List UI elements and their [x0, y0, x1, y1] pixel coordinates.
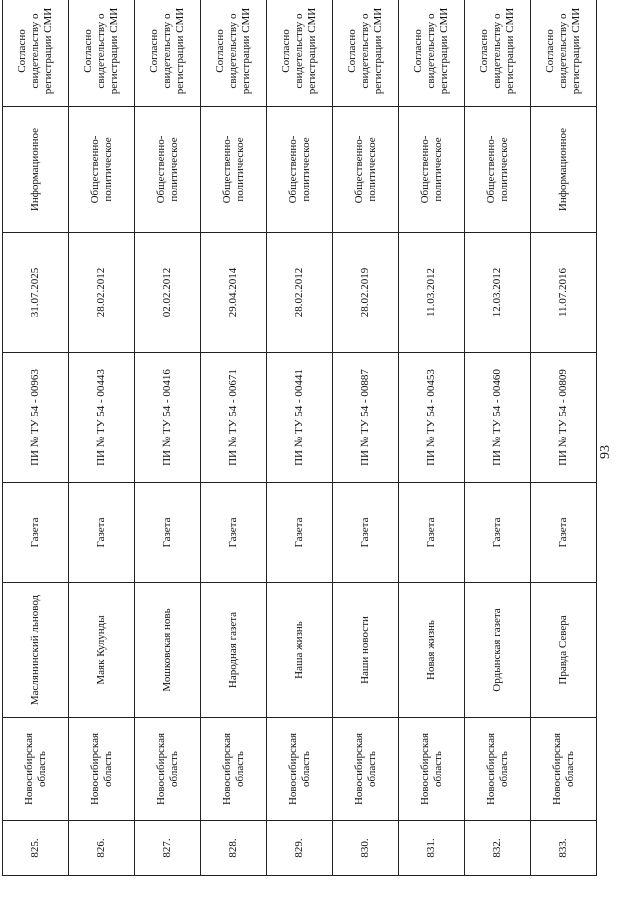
- cell-distribution-territory: Согласно свидетельству о регистрации СМИ: [465, 0, 531, 107]
- cell-specialization: Общественно-политическое: [465, 107, 531, 233]
- cell-region: Новосибирская область: [333, 718, 399, 821]
- table-row: [399, 0, 465, 876]
- cell-registration-date: 11.03.2012: [399, 233, 465, 353]
- cell-registration-date: 31.07.2025: [3, 233, 69, 353]
- cell-specialization: Общественно-политическое: [399, 107, 465, 233]
- table-row: [3, 0, 69, 876]
- cell-media-title: Народная газета: [201, 583, 267, 718]
- cell-registration-number: ПИ № ТУ 54 - 00416: [135, 353, 201, 483]
- cell-media-type: Газета: [531, 483, 597, 583]
- cell-region: Новосибирская область: [69, 718, 135, 821]
- cell-specialization: Общественно-политическое: [333, 107, 399, 233]
- cell-registration-date: 02.02.2012: [135, 233, 201, 353]
- cell-entry-number: 830.: [333, 821, 399, 876]
- cell-registration-date: 12.03.2012: [465, 233, 531, 353]
- cell-distribution-territory: Согласно свидетельству о регистрации СМИ: [267, 0, 333, 107]
- cell-distribution-territory: Согласно свидетельству о регистрации СМИ: [333, 0, 399, 107]
- table-row: [333, 0, 399, 876]
- table-row: [465, 0, 531, 876]
- cell-media-title: Правда Севера: [531, 583, 597, 718]
- cell-registration-number: ПИ № ТУ 54 - 00963: [3, 353, 69, 483]
- cell-media-title: Наша жизнь: [267, 583, 333, 718]
- document-sheet: [2, 0, 582, 876]
- cell-specialization: Общественно-политическое: [135, 107, 201, 233]
- cell-specialization: Информационное: [3, 107, 69, 233]
- cell-registration-number: ПИ № ТУ 54 - 00460: [465, 353, 531, 483]
- cell-specialization: Общественно-политическое: [201, 107, 267, 233]
- cell-registration-number: ПИ № ТУ 54 - 00809: [531, 353, 597, 483]
- table-row: [69, 0, 135, 876]
- cell-entry-number: 827.: [135, 821, 201, 876]
- cell-distribution-territory: Согласно свидетельству о регистрации СМИ: [69, 0, 135, 107]
- cell-entry-number: 825.: [3, 821, 69, 876]
- cell-registration-number: ПИ № ТУ 54 - 00887: [333, 353, 399, 483]
- cell-region: Новосибирская область: [267, 718, 333, 821]
- cell-distribution-territory: Согласно свидетельству о регистрации СМИ: [531, 0, 597, 107]
- cell-media-type: Газета: [135, 483, 201, 583]
- cell-media-title: Ордынская газета: [465, 583, 531, 718]
- cell-media-title: Наши новости: [333, 583, 399, 718]
- cell-distribution-territory: Согласно свидетельству о регистрации СМИ: [399, 0, 465, 107]
- cell-entry-number: 833.: [531, 821, 597, 876]
- cell-media-type: Газета: [3, 483, 69, 583]
- cell-media-type: Газета: [465, 483, 531, 583]
- table-row: [531, 0, 597, 876]
- cell-entry-number: 828.: [201, 821, 267, 876]
- cell-registration-number: ПИ № ТУ 54 - 00453: [399, 353, 465, 483]
- cell-media-title: Маяк Кулунды: [69, 583, 135, 718]
- cell-registration-date: 28.02.2012: [69, 233, 135, 353]
- cell-specialization: Информационное: [531, 107, 597, 233]
- cell-registration-number: ПИ № ТУ 54 - 00441: [267, 353, 333, 483]
- cell-media-title: Маслянинский льновод: [3, 583, 69, 718]
- cell-media-title: Новая жизнь: [399, 583, 465, 718]
- cell-registration-number: ПИ № ТУ 54 - 00443: [69, 353, 135, 483]
- cell-specialization: Общественно-политическое: [267, 107, 333, 233]
- cell-registration-date: 29.04.2014: [201, 233, 267, 353]
- cell-media-type: Газета: [69, 483, 135, 583]
- cell-media-type: Газета: [201, 483, 267, 583]
- cell-region: Новосибирская область: [201, 718, 267, 821]
- cell-distribution-territory: Согласно свидетельству о регистрации СМИ: [201, 0, 267, 107]
- cell-registration-date: 28.02.2019: [333, 233, 399, 353]
- cell-registration-date: 28.02.2012: [267, 233, 333, 353]
- table-row: [135, 0, 201, 876]
- cell-entry-number: 831.: [399, 821, 465, 876]
- registry-body: [3, 0, 597, 876]
- cell-registration-number: ПИ № ТУ 54 - 00671: [201, 353, 267, 483]
- cell-specialization: Общественно-политическое: [69, 107, 135, 233]
- page-number: 93: [598, 445, 613, 459]
- cell-media-type: Газета: [267, 483, 333, 583]
- media-registry-table: [2, 0, 597, 876]
- table-row: [201, 0, 267, 876]
- cell-region: Новосибирская область: [3, 718, 69, 821]
- cell-region: Новосибирская область: [399, 718, 465, 821]
- table-row: [267, 0, 333, 876]
- cell-region: Новосибирская область: [531, 718, 597, 821]
- cell-registration-date: 11.07.2016: [531, 233, 597, 353]
- cell-media-type: Газета: [399, 483, 465, 583]
- cell-media-title: Мошковская новь: [135, 583, 201, 718]
- cell-entry-number: 826.: [69, 821, 135, 876]
- cell-distribution-territory: Согласно свидетельству о регистрации СМИ: [3, 0, 69, 107]
- cell-entry-number: 832.: [465, 821, 531, 876]
- cell-distribution-territory: Согласно свидетельству о регистрации СМИ: [135, 0, 201, 107]
- cell-media-type: Газета: [333, 483, 399, 583]
- cell-region: Новосибирская область: [135, 718, 201, 821]
- cell-region: Новосибирская область: [465, 718, 531, 821]
- cell-entry-number: 829.: [267, 821, 333, 876]
